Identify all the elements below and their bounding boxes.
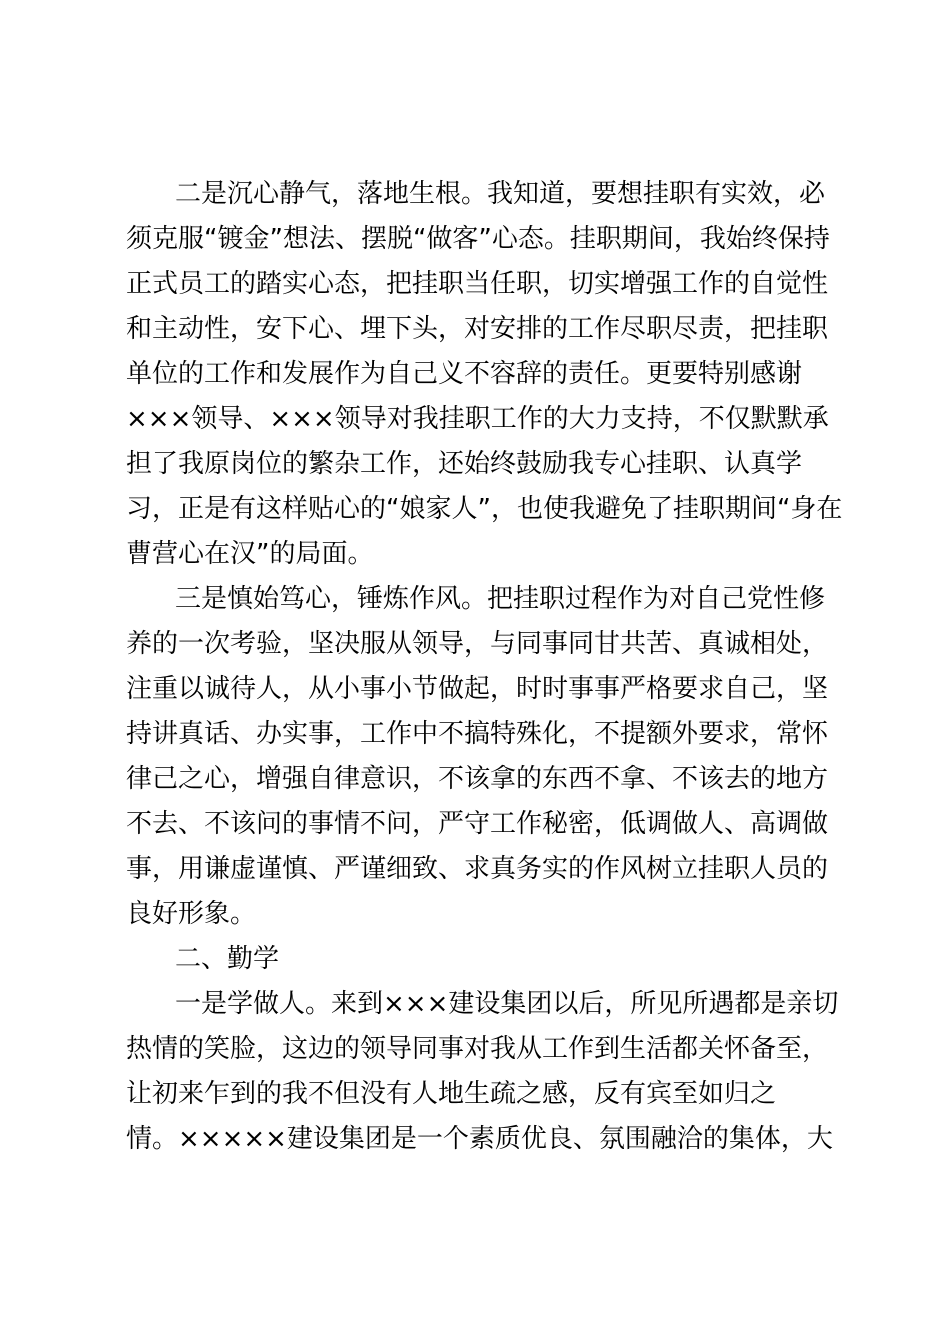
paragraph-3-line-8: 良好形象。 [126, 899, 257, 929]
paragraph-2-line-2: 须克服“镀金”想法、摆脱“做客”心态。挂职期间，我始终保持 [126, 224, 830, 254]
paragraph-2-line-4: 和主动性，安下心、埋下头，对安排的工作尽职尽责，把挂职 [126, 314, 829, 344]
paragraph-2-line-7: 担了我原岗位的繁杂工作，还始终鼓励我专心挂职、认真学 [126, 449, 803, 479]
paragraph-3-line-1: 三是慎始笃心，锤炼作风。把挂职过程作为对自己党性修 [175, 584, 826, 614]
paragraph-4-line-1: 一是学做人。来到×××建设集团以后，所见所遇都是亲切 [175, 989, 839, 1019]
section-heading: 二、勤学 [175, 944, 280, 974]
paragraph-3-line-7: 事，用谦虚谨慎、严谨细致、求真务实的作风树立挂职人员的 [126, 854, 829, 884]
paragraph-3-line-4: 持讲真话、办实事，工作中不搞特殊化，不提额外要求，常怀 [126, 719, 829, 749]
paragraph-2-line-6: ×××领导、×××领导对我挂职工作的大力支持，不仅默默承 [126, 404, 829, 434]
paragraph-4-line-2: 热情的笑脸，这边的领导同事对我从工作到生活都关怀备至， [126, 1034, 829, 1064]
paragraph-3-line-2: 养的一次考验，坚决服从领导，与同事同甘共苦、真诚相处， [126, 629, 829, 659]
paragraph-4-line-4: 情。×××××建设集团是一个素质优良、氛围融洽的集体，大 [126, 1124, 833, 1154]
paragraph-3-line-3: 注重以诚待人，从小事小节做起，时时事事严格要求自己，坚 [126, 674, 829, 704]
paragraph-2-line-8: 习，正是有这样贴心的“娘家人”，也使我避免了挂职期间“身在 [126, 494, 843, 524]
paragraph-4-line-3: 让初来乍到的我不但没有人地生疏之感，反有宾至如归之 [126, 1079, 777, 1109]
paragraph-2-line-1: 二是沉心静气，落地生根。我知道，要想挂职有实效，必 [175, 179, 826, 209]
paragraph-2-line-3: 正式员工的踏实心态，把挂职当任职，切实增强工作的自觉性 [126, 269, 829, 299]
paragraph-3-line-6: 不去、不该问的事情不问，严守工作秘密，低调做人、高调做 [126, 809, 829, 839]
document-body [126, 172, 843, 1162]
paragraph-2-line-9: 曹营心在汉”的局面。 [126, 539, 374, 569]
paragraph-3-line-5: 律己之心，增强自律意识，不该拿的东西不拿、不该去的地方 [126, 764, 829, 794]
paragraph-2-line-5: 单位的工作和发展作为自己义不容辞的责任。更要特别感谢 [126, 359, 803, 389]
